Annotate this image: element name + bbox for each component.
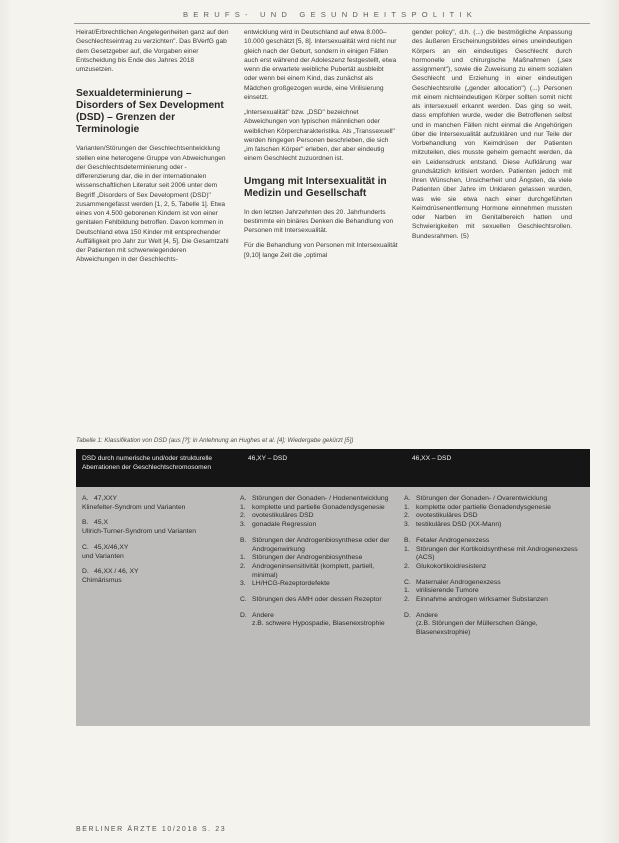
item-text: Störungen der Gonaden- / Hodenentwicklung [252,495,389,502]
list-group [404,537,582,572]
item-text: Störungen der Androgenbiosynthese oder der Androgenwirkung [252,536,390,553]
item-key: A. [240,495,247,502]
table-column-chromosomal [82,495,240,593]
item-text: Andere [252,611,274,619]
header-cell-46xx: 46,XX – DSD [412,455,452,462]
item-key: 1. [240,503,246,511]
item-key: 3. [240,521,246,529]
item-text: gonadale Regression [252,521,317,529]
list-group [404,495,582,530]
list-group [240,537,400,589]
item-key: 3. [404,521,410,529]
table-column-46xx [404,495,582,645]
table-column-46xy [240,495,400,636]
item-text: 47,XXY [94,495,118,502]
item-key: A. [82,495,89,502]
item-text: Glukokortikoidresistenz [416,562,487,570]
page-footer: BERLINER ÄRZTE 10/2018 S. 23 [76,826,227,833]
item-key: 1. [404,587,410,595]
item-key: B. [240,536,247,544]
item-key: B. [82,519,89,527]
item-subtext: Chimärismus [82,576,122,584]
item-text: 45,X/46,XY [94,543,129,551]
paragraph: Für die Behandlung von Personen mit Intersexualität [9,10] lange Zeit die „optimal [244,242,398,259]
paragraph: In den letzten Jahrzehnten des 20. Jahrhunderts bestimmte ein binäres Denken die Behandlung von Personen mit Intersexualität. [244,208,394,234]
item-key: C. [240,596,247,604]
list-group [240,495,400,530]
item-text: Androgeninsensitivität (komplett, partiell, minimal) [252,562,375,579]
paragraph: Varianten/Störungen der Geschlechtsentwicklung stellen eine heterogene Gruppe von Abweichungen der Geschlechtsdeterminierung oder -differenzierung dar, die in der internationalen wissenschaftlichen Literatur seit 2006 unter dem Begriff „Disorders of Sex Development (DSD)" zusammengefasst werden [1, 2, 5, Tabelle 1]. Etwa eines von 4.500 geborenen Kindern ist von einer genitalen Fehlbildung betroffen. Davon kommen in Deutschland etwa 150 Kinder mit entsprechender Auffälligkeit pro Jahr zur Welt [4, 5]. Die Gesamtzahl der Patienten mit schwerwiegenderen Abweichungen in der Geschlechts- [76,145,229,264]
paragraph: Heirat/Erbrechtlichen Angelegenheiten ganz auf den Geschlechtseintrag zu verzichten". Das BVerfG gab dem Gesetzgeber auf, die Vorgaben einer Entscheidung bis Ende des Jahres 2018 umzusetzen. [76,29,229,73]
item-text: Maternaler Androgenexzess [416,578,501,586]
list-group [240,596,400,605]
item-key: 1. [404,503,410,511]
table-header [76,449,590,487]
item-text: komplette oder partielle Gonadendysgenesie [416,503,551,511]
dsd-classification-table [76,449,590,726]
header-rule [74,23,590,24]
item-key: D. [82,568,89,576]
item-key: C. [404,578,411,586]
item-text: LH/HCG-Rezeptordefekte [252,580,330,588]
item-text: 45,X [94,519,108,527]
item-key: B. [404,536,411,544]
item-key: 2. [404,596,410,604]
item-text: Fetaler Androgenexzess [416,536,490,544]
item-subtext: und Varianten [82,552,124,560]
item-key: 1. [240,554,246,562]
paragraph: entwicklung wird in Deutschland auf etwa 8.000–10.000 geschätzt [5, 8]. Intersexualität wird nicht nur gleich nach der Geburt, sondern in einigen Fällen auch erst während der Adoleszenz festgestellt, etwa wenn die erwartete weibliche Pubertät ausbleibt oder wenn bei einem Kind, das zunächst als Mädchen großgezogen wurde, eine Virilisierung einsetzt. [244,29,397,101]
list-group [404,579,582,605]
item-subtext: Ullrich-Turner-Syndrom und Varianten [82,528,197,536]
item-text: virilisierende Tumore [416,587,479,595]
item-key: 2. [240,562,246,570]
item-key: 2. [240,512,246,520]
table-caption: Tabelle 1: Klassifikation von DSD (aus [?]; in Anlehnung an Hughes et al. [4]; Wiedergabe gekürzt [5]) [76,437,354,444]
text-column-2 [244,28,398,428]
item-text: Störungen der Gonaden- / Ovarentwicklung [416,495,548,502]
item-text: komplette und partielle Gonadendysgenesie [252,503,385,511]
item-key: 2. [404,512,410,520]
item-text: ovotestikuläres DSD [252,512,314,520]
item-text: Störungen der Kortikoidsynthese mit Androgenexzess (ACS) [416,545,578,562]
item-key: A. [404,495,411,502]
item-key: D. [240,611,247,619]
item-key: D. [404,611,411,619]
item-subtext: (z.B. Störungen der Müllerschen Gänge, Blasenexstrophie) [416,620,538,637]
item-key: 2. [404,562,410,570]
item-key: C. [82,543,89,551]
list-group [404,612,582,638]
item-key: 3. [240,580,246,588]
item-text: Störungen des AMH oder dessen Rezeptor [252,596,382,604]
item-key: 1. [404,545,410,553]
item-text: testikuläres DSD (XX-Mann) [416,521,502,529]
item-text: 46,XX / 46, XY [94,568,139,576]
header-cell-46xy: 46,XY – DSD [248,455,288,462]
paragraph: „Intersexualität" bzw. „DSD" bezeichnet Abweichungen von typischen männlichen oder weiblichen Körpercharakteristika. Als „Transsexuell" werden hingegen Personen beschrieben, die sich „im falschen Körper" erleben, der aber eindeutig einem Geschlecht zuzuordnen ist. [244,109,395,163]
list-group [240,612,400,629]
item-text: Störungen der Androgenbiosynthese [252,554,363,562]
text-column-1 [76,28,230,428]
item-text: Andere [416,611,438,619]
header-cell-chromosomal: DSD durch numerische und/oder strukturelle Aberrationen der Geschlechtschromosomen [82,455,213,471]
list-item [82,544,240,561]
item-subtext: Klinefelter-Syndrom und Varianten [82,503,186,511]
paragraph: gender policy", d.h. (...) die bestmögliche Anpassung des äußeren Erscheinungsbildes eines uneindeutigen Körpers an ein eindeutiges Geschlecht durch hormonelle und chirurgische Maßnahmen („sex assignment"), sowie die Zuweisung zu einem sozialen Geschlecht und Erziehung in einer eindeutigen Geschlechtsrolle („gender allocation") (...) Personen mit einem nichteindeutigen Körper sollten somit nicht als intersexuell erkannt werden. Das ging so weit, dass empfohlen wurde, weder die Betroffenen selbst und in manchen Fällen nicht einmal die Angehörigen über die Intersexualität aufzuklären und nur Teile der Vorbehandlung von Keimdrüsen der Patienten mitzuteilen, dies musste geheim gemacht werden, da ein Leidensdruck entstand. Diese Aufklärung war grundsätzlich kritisiert worden. Patienten jedoch mit ihren Wünschen, Unsicherheit und Ängsten, da viele Patienten über Jahre im Unklaren gelassen wurden, was wie sie etwa nach einer durchgeführten Keimdrüsenentfernung Hormone einnehmen mussten oder Narben im Genitalbereich hatten und Schwierigkeiten mit sexuellen Geschlechtsrollen. Bundesrahmen. ⟨5⟩ [412,29,572,240]
section-heading: Umgang mit Intersexualität in Medizin und Gesellschaft [244,175,387,199]
list-item [82,495,240,512]
item-text: ovotestikuläres DSD [416,512,478,520]
item-subtext: z.B. schwere Hypospadie, Blasenexstrophie [252,620,385,628]
item-text: Einnahme androgen wirksamer Substanzen [416,596,548,604]
list-item [82,568,240,585]
list-item [82,519,240,536]
text-column-3 [412,28,572,428]
section-heading: Sexualdeterminierung – Disorders of Sex Development (DSD) – Grenzen der Terminologie [76,88,224,136]
section-header: BERUFS- UND GESUNDHEITSPOLITIK [183,10,477,19]
